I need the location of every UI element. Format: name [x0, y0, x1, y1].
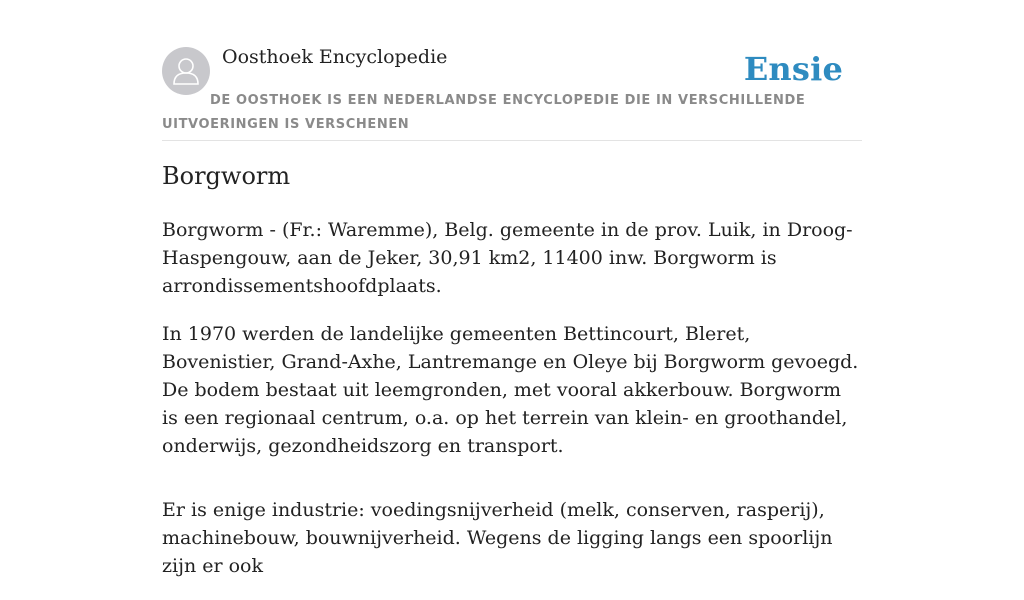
- ensie-logo[interactable]: Ensie: [743, 50, 843, 88]
- source-title[interactable]: Oosthoek Encyclopedie: [222, 46, 448, 68]
- source-description: DE OOSTHOEK IS EEN NEDERLANDSE ENCYCLOPEDIE DIE IN VERSCHILLENDE UITVOERINGEN IS VERSCHENEN: [162, 93, 806, 132]
- source-header: [162, 0, 862, 141]
- article-paragraph: Borgworm - (Fr.: Waremme), Belg. gemeente in de prov. Luik, in Droog-Haspengouw, aan de Jeker, 30,91 km2, 11400 inw. Borgworm is arrondissementshoofdplaats.: [162, 219, 853, 297]
- article-title: Borgworm: [162, 162, 291, 190]
- article-body: [162, 216, 862, 600]
- article-paragraph: Er is enige industrie: voedingsnijverheid (melk, conserven, rasperij), machinebouw, bouwnijverheid. Wegens de ligging langs een spoorlijn zijn er ook: [162, 499, 833, 577]
- page-container: [162, 0, 862, 577]
- user-avatar-icon[interactable]: [162, 47, 210, 95]
- article-paragraph: In 1970 werden de landelijke gemeenten Bettincourt, Bleret, Bovenistier, Grand-Axhe, Lantremange en Oleye bij Borgworm gevoegd. De bodem bestaat uit leemgronden, met vooral akkerbouw. Borgworm is een regionaal centrum, o.a. op het terrein van klein- en groothandel, onderwijs, gezondheidszorg en transport.: [162, 323, 859, 457]
